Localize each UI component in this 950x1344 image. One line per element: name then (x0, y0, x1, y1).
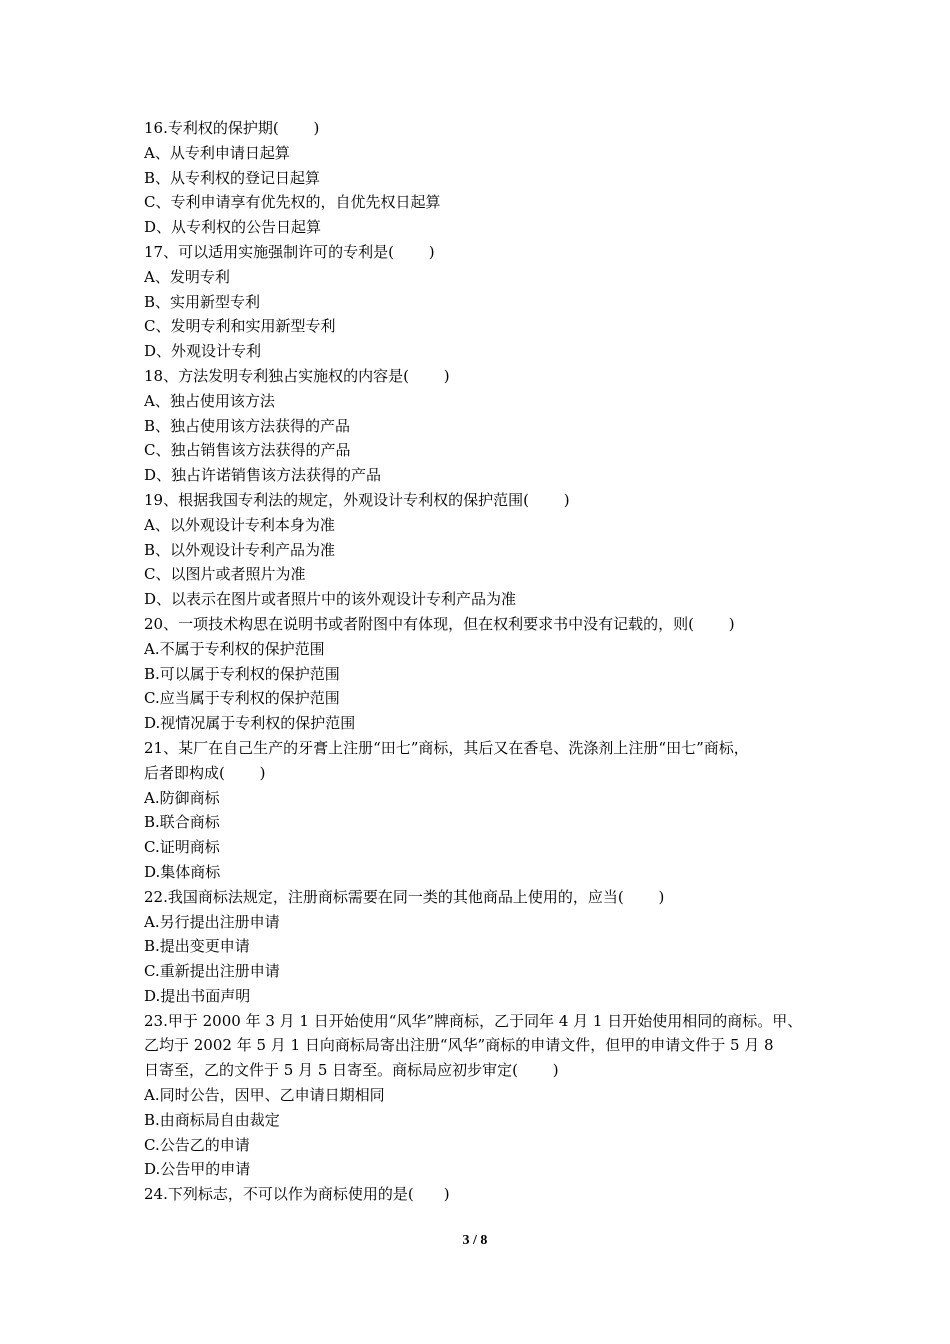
option-21-c: C.证明商标 (144, 838, 220, 857)
option-17-d: D、外观设计专利 (144, 342, 262, 361)
option-23-b: B.由商标局自由裁定 (144, 1110, 280, 1129)
question-22: 22.我国商标法规定，注册商标需要在同一类的其他商品上使用的，应当( ) (144, 887, 665, 906)
option-17-a: A、发明专利 (144, 267, 230, 286)
option-16-a: A、从专利申请日起算 (144, 143, 290, 162)
option-21-a: A.防御商标 (144, 788, 220, 807)
option-22-b: B.提出变更申请 (144, 937, 250, 956)
option-16-c: C、专利申请享有优先权的，自优先权日起算 (144, 193, 441, 212)
option-20-a: A.不属于专利权的保护范围 (144, 639, 325, 658)
option-16-b: B、从专利权的登记日起算 (144, 168, 321, 187)
question-23-line-1: 23.甲于 2000 年 3 月 1 日开始使用“风华”牌商标，乙于同年 4 月 1 日开始使用相同的商标。甲、 (144, 1011, 803, 1030)
question-24: 24.下列标志，不可以作为商标使用的是( ) (144, 1185, 450, 1204)
option-18-a: A、独占使用该方法 (144, 391, 275, 410)
option-22-c: C.重新提出注册申请 (144, 962, 280, 981)
question-list (144, 116, 830, 1207)
option-19-c: C、以图片或者照片为准 (144, 565, 306, 584)
question-16: 16.专利权的保护期( ) (144, 119, 320, 137)
option-18-d: D、独占许诺销售该方法获得的产品 (144, 466, 382, 485)
option-23-c: C.公告乙的申请 (144, 1135, 250, 1154)
question-21-line-2: 后者即构成( ) (144, 763, 266, 782)
question-23-line-2: 乙均于 2002 年 5 月 1 日向商标局寄出注册“风华”商标的申请文件，但甲的申请文件于 5 月 8 (144, 1036, 774, 1055)
question-18: 18、方法发明专利独占实施权的内容是( ) (144, 366, 450, 385)
question-21-line-1: 21、某厂在自己生产的牙膏上注册“田七”商标，其后又在香皂、洗涤剂上注册“田七”商标， (144, 738, 749, 757)
option-21-d: D.集体商标 (144, 862, 221, 881)
question-19: 19、根据我国专利法的规定，外观设计专利权的保护范围( ) (144, 490, 570, 509)
option-22-a: A.另行提出注册申请 (144, 912, 280, 931)
option-17-b: B、实用新型专利 (144, 292, 261, 311)
option-18-b: B、独占使用该方法获得的产品 (144, 416, 351, 435)
option-16-d: D、从专利权的公告日起算 (144, 218, 322, 237)
option-22-d: D.提出书面声明 (144, 986, 251, 1005)
option-23-d: D.公告甲的申请 (144, 1160, 251, 1179)
option-19-b: B、以外观设计专利产品为准 (144, 540, 336, 559)
option-19-a: A、以外观设计专利本身为准 (144, 515, 335, 534)
question-17: 17、可以适用实施强制许可的专利是( ) (144, 242, 435, 261)
option-18-c: C、独占销售该方法获得的产品 (144, 441, 351, 460)
option-19-d: D、以表示在图片或者照片中的该外观设计专利产品为准 (144, 590, 517, 609)
option-23-a: A.同时公告，因甲、乙申请日期相同 (144, 1086, 385, 1105)
page-number: 3 / 8 (462, 1233, 488, 1248)
option-21-b: B.联合商标 (144, 813, 220, 832)
option-20-b: B.可以属于专利权的保护范围 (144, 664, 340, 683)
option-20-d: D.视情况属于专利权的保护范围 (144, 714, 356, 733)
question-23-line-3: 日寄至，乙的文件于 5 月 5 日寄至。商标局应初步审定( ) (144, 1061, 559, 1080)
option-17-c: C、发明专利和实用新型专利 (144, 317, 336, 336)
question-20: 20、一项技术构思在说明书或者附图中有体现，但在权利要求书中没有记载的，则( ) (144, 614, 735, 633)
option-20-c: C.应当属于专利权的保护范围 (144, 689, 340, 708)
